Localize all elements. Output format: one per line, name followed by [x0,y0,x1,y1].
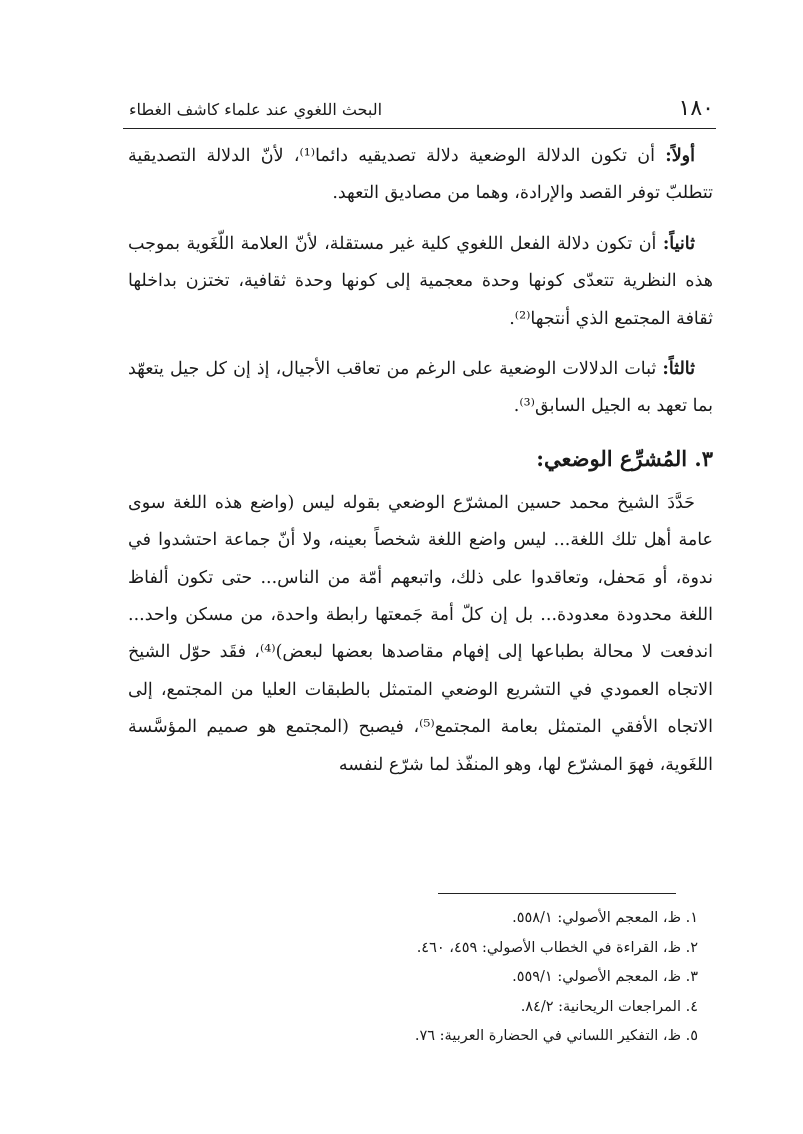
paragraph-second [128,226,713,338]
footnotes-list [278,904,698,1052]
footnote-item: ٥. ظ، التفكير اللساني في الحضارة العربية: ٧٦. [414,1028,698,1045]
paragraph-text: أن تكون الدلالة الوضعية دلالة تصديقيه دائما⁽¹⁾، لأنّ الدلالة التصديقية تتطلبّ توفر القصد والإرادة، وهما من مصاديق التعهد. [128,146,713,204]
footnote-item: ١. ظ، المعجم الأصولي: ٥٥٨/١. [512,910,698,926]
page-number: ١٨٠ [678,96,714,121]
section-paragraph: حَدَّدَ الشيخ محمد حسين المشرّع الوضعي بقوله ليس (واضع هذه اللغة سوى عامة أهل تلك اللغة... ليس واضع اللغة شخصاً بعينه، ولا أنّ جماعة احتشدوا في ندوة، أو مَحفل، وتعاقدوا على ذلك، واتبعهم أمّة من الناس... حتى تكون ألفاظ اللغة محدودة معدودة... بل إن كلّ أمة جَمعتها رابطة واحدة، من مسكن واحد... اندفعت لا محالة بطباعها إلى إفهام مقاصدها بعضها لبعض)⁽⁴⁾، فقَد حوّل الشيخ الاتجاه العمودي في التشريع الوضعي المتمثل بالطبقات العليا من المجتمع، إلى الاتجاه الأفقي المتمثل بعامة المجتمع⁽⁵⁾، فيصبح (المجتمع هو صميم المؤسَّسة اللغَوية، فهوَ المشرّع لها، وهو المنفّذ لما شرّع لنفسه [128,492,714,775]
footnote-item: ٤. المراجعات الريحانية: ٨٤/٢. [520,998,698,1015]
header-rule [123,128,716,129]
page-header [129,92,714,122]
paragraph-first [128,138,713,213]
paragraph-text: ثبات الدلالات الوضعية على الرغم من تعاقب الأجيال، إذ إن كل جيل يتعهّد بما تعهد به الجيل السابق⁽³⁾. [128,359,713,417]
paragraph-lead: ثانياً: [662,233,695,254]
footnote-item: ٢. ظ، القراءة في الخطاب الأصولي: ٤٥٩، ٤٦٠. [416,939,698,956]
paragraph-lead: أولاً: [665,146,695,166]
footnote-separator [438,893,676,894]
paragraph-text: أن تكون دلالة الفعل اللغوي كلية غير مستقلة، لأنّ العلامة اللّغَوية بموجب هذه النظرية تتعدّى كونها وحدة معجمية إلى كونها وحدة ثقافية، تختزن بداخلها ثقافة المجتمع الذي أنتجها⁽²⁾. [128,233,713,329]
footnote-item: ٣. ظ، المعجم الأصولي: ٥٥٩/١. [512,969,698,986]
running-title: البحث اللغوي عند علماء كاشف الغطاء [129,100,383,119]
section-heading: ٣. المُشرِّع الوضعي: [536,445,713,471]
main-text [128,138,713,797]
paragraph-lead: ثالثاً: [662,359,695,380]
paragraph-third [128,351,713,426]
